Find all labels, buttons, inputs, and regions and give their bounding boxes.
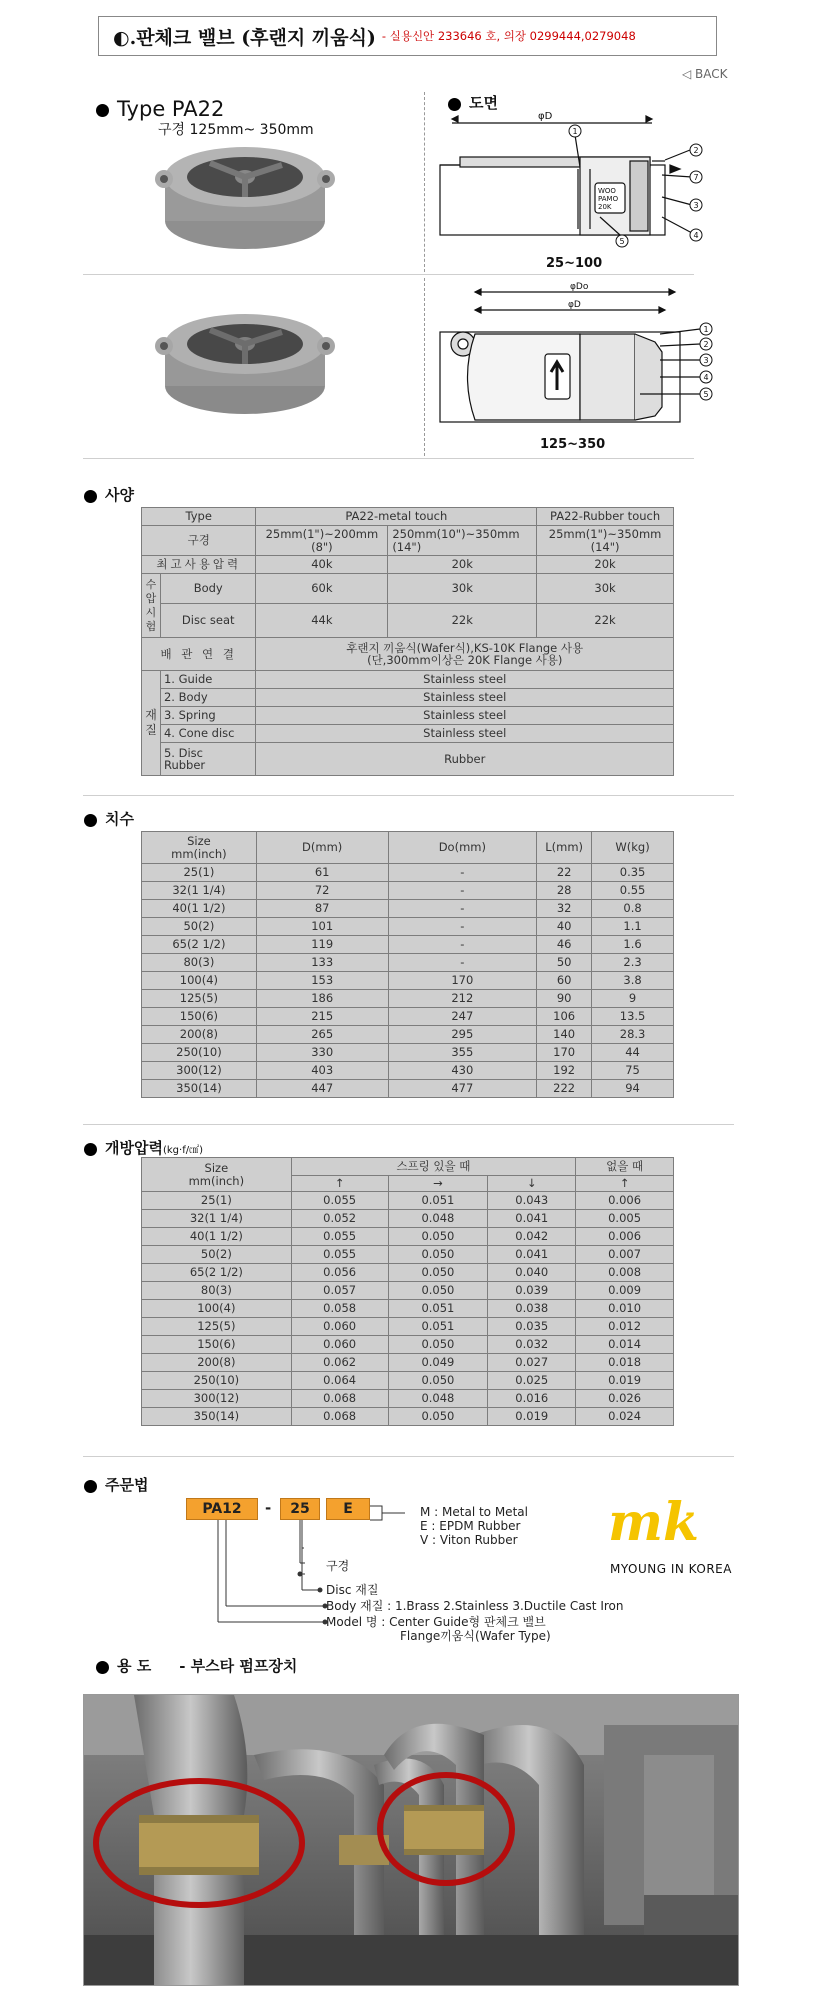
op-cell: 0.042 bbox=[488, 1228, 576, 1246]
order-dash: - bbox=[265, 1499, 272, 1517]
op-size-header: Size mm(inch) bbox=[142, 1158, 292, 1192]
op-cell: 0.035 bbox=[488, 1318, 576, 1336]
table-row bbox=[142, 1390, 674, 1408]
product-type-heading bbox=[96, 97, 224, 121]
dim-cell: 9 bbox=[592, 990, 674, 1008]
dim-header-cell: W(kg) bbox=[592, 832, 674, 864]
dim-cell: 1.1 bbox=[592, 918, 674, 936]
op-cell: 0.040 bbox=[488, 1264, 576, 1282]
body-mark: WOO bbox=[598, 187, 616, 195]
opening-unit: (kg·f/㎠) bbox=[162, 1145, 203, 1156]
op-cell: 0.051 bbox=[388, 1300, 488, 1318]
op-cell: 125(5) bbox=[142, 1318, 292, 1336]
table-row bbox=[142, 882, 674, 900]
spec-max-pressure-label: 최고사용압력 bbox=[142, 556, 256, 574]
op-cell: 0.009 bbox=[576, 1282, 674, 1300]
table-row bbox=[142, 900, 674, 918]
dim-cell: 28.3 bbox=[592, 1026, 674, 1044]
body-mark: PAMO bbox=[598, 195, 619, 203]
op-cell: 0.048 bbox=[388, 1390, 488, 1408]
dim-cell: 1.6 bbox=[592, 936, 674, 954]
spec-material-part: 2. Body bbox=[160, 689, 256, 707]
op-cell: 0.006 bbox=[576, 1228, 674, 1246]
op-cell: 0.027 bbox=[488, 1354, 576, 1372]
product-type: Type PA22 bbox=[117, 97, 225, 121]
dim-cell: 40 bbox=[537, 918, 592, 936]
op-cell: 0.051 bbox=[388, 1192, 488, 1210]
disc-material-legend: M : Metal to Metal E : EPDM Rubber V : Viton Rubber bbox=[420, 1505, 528, 1547]
op-cell: 40(1 1/2) bbox=[142, 1228, 292, 1246]
dim-cell: 60 bbox=[537, 972, 592, 990]
dimension-heading bbox=[84, 808, 134, 829]
divider bbox=[83, 274, 694, 275]
spec-material-part: 4. Cone disc bbox=[160, 725, 256, 743]
op-cell: 300(12) bbox=[142, 1390, 292, 1408]
product-bore-range: 구경 125mm~ 350mm bbox=[158, 122, 314, 138]
order-title: 주문법 bbox=[105, 1476, 149, 1494]
spec-material-value: Stainless steel bbox=[256, 689, 674, 707]
spec-material-value: Stainless steel bbox=[256, 707, 674, 725]
spec-cell: 20k bbox=[388, 556, 537, 574]
spec-cell: 40k bbox=[256, 556, 388, 574]
dim-cell: 119 bbox=[256, 936, 388, 954]
back-link[interactable]: ◁ BACK bbox=[682, 67, 728, 81]
order-label-model: Model 명 : Center Guide형 판체크 밸브 bbox=[326, 1615, 546, 1629]
table-row bbox=[142, 1246, 674, 1264]
dim-cell: 50 bbox=[537, 954, 592, 972]
dim-cell: 200(8) bbox=[142, 1026, 257, 1044]
op-cell: 0.041 bbox=[488, 1246, 576, 1264]
logo-mark: mk bbox=[608, 1492, 700, 1553]
dim-cell: 295 bbox=[388, 1026, 537, 1044]
dim-cell: 215 bbox=[256, 1008, 388, 1026]
dim-cell: 94 bbox=[592, 1080, 674, 1098]
op-cell: 25(1) bbox=[142, 1192, 292, 1210]
spec-table bbox=[141, 507, 674, 776]
title-box bbox=[98, 16, 717, 56]
body-mark: 20K bbox=[598, 203, 612, 211]
callout-3: 3 bbox=[693, 201, 699, 210]
usage-title: 용 도 bbox=[117, 1657, 152, 1675]
dim-cell: 330 bbox=[256, 1044, 388, 1062]
order-code-model: PA12 bbox=[186, 1498, 258, 1520]
dim-cell: 2.3 bbox=[592, 954, 674, 972]
bullet-icon bbox=[84, 1480, 97, 1493]
spec-cell: 30k bbox=[388, 574, 537, 604]
op-cell: 350(14) bbox=[142, 1408, 292, 1426]
op-with-spring-header: 스프링 있을 때 bbox=[291, 1158, 575, 1176]
table-row bbox=[142, 1026, 674, 1044]
spec-disc-seat-label: Disc seat bbox=[160, 604, 256, 638]
spec-material-part: 3. Spring bbox=[160, 707, 256, 725]
spec-material-value: Rubber bbox=[256, 743, 674, 776]
op-cell: 0.068 bbox=[291, 1408, 388, 1426]
op-cell: 0.056 bbox=[291, 1264, 388, 1282]
spec-connection-value: 후랜지 끼움식(Wafer식),KS-10K Flange 사용 (단,300mm이상은 20K Flange 사용) bbox=[256, 638, 674, 671]
dim-cell: 75 bbox=[592, 1062, 674, 1080]
spec-hydro-label: 수압시험 bbox=[142, 574, 161, 638]
opening-heading bbox=[84, 1137, 203, 1158]
op-cell: 0.038 bbox=[488, 1300, 576, 1318]
spec-cell: 44k bbox=[256, 604, 388, 638]
table-row bbox=[142, 1264, 674, 1282]
dim-cell: 87 bbox=[256, 900, 388, 918]
op-cell: 50(2) bbox=[142, 1246, 292, 1264]
valve-photo-large bbox=[150, 300, 340, 420]
op-cell: 0.043 bbox=[488, 1192, 576, 1210]
dim-cell: 32(1 1/4) bbox=[142, 882, 257, 900]
table-row bbox=[142, 1044, 674, 1062]
op-cell: 0.019 bbox=[576, 1372, 674, 1390]
op-cell: 0.019 bbox=[488, 1408, 576, 1426]
op-cell: 0.032 bbox=[488, 1336, 576, 1354]
spec-header-rubber: PA22-Rubber touch bbox=[537, 508, 674, 526]
table-row bbox=[142, 918, 674, 936]
installation-photo-art bbox=[84, 1695, 738, 1985]
drawing-125-350 bbox=[430, 282, 750, 432]
dim-cell: 350(14) bbox=[142, 1080, 257, 1098]
op-cell: 0.025 bbox=[488, 1372, 576, 1390]
op-cell: 0.055 bbox=[291, 1228, 388, 1246]
valve-photo-small bbox=[150, 135, 340, 255]
table-row bbox=[142, 1372, 674, 1390]
table-row bbox=[142, 1408, 674, 1426]
op-cell: 200(8) bbox=[142, 1354, 292, 1372]
op-cell: 0.049 bbox=[388, 1354, 488, 1372]
op-cell: 0.055 bbox=[291, 1192, 388, 1210]
spec-cell: 22k bbox=[388, 604, 537, 638]
dim-cell: 212 bbox=[388, 990, 537, 1008]
dim-cell: 125(5) bbox=[142, 990, 257, 1008]
table-row bbox=[142, 936, 674, 954]
dim-cell: 25(1) bbox=[142, 864, 257, 882]
dim-cell: - bbox=[388, 864, 537, 882]
op-cell: 0.064 bbox=[291, 1372, 388, 1390]
dim-cell: 265 bbox=[256, 1026, 388, 1044]
op-cell: 32(1 1/4) bbox=[142, 1210, 292, 1228]
page-title: ◐.판체크 밸브 (후랜지 끼움식) bbox=[113, 26, 376, 49]
dim-cell: - bbox=[388, 882, 537, 900]
spec-bore-metal-2: 250mm(10")~350mm (14") bbox=[388, 526, 537, 556]
drawing-25-100 bbox=[430, 105, 750, 255]
op-cell: 100(4) bbox=[142, 1300, 292, 1318]
spec-cell: 22k bbox=[537, 604, 674, 638]
dim-cell: - bbox=[388, 900, 537, 918]
dim-cell: - bbox=[388, 918, 537, 936]
order-heading bbox=[84, 1474, 148, 1495]
dim-cell: 22 bbox=[537, 864, 592, 882]
order-label-body: Body 재질 : 1.Brass 2.Stainless 3.Ductile Cast Iron bbox=[326, 1599, 624, 1613]
spec-header-metal: PA22-metal touch bbox=[256, 508, 537, 526]
divider bbox=[83, 795, 734, 796]
callout-5: 5 bbox=[703, 390, 709, 399]
bullet-icon bbox=[84, 490, 97, 503]
dim-cell: 355 bbox=[388, 1044, 537, 1062]
callout-4: 4 bbox=[693, 231, 699, 240]
dim-cell: 447 bbox=[256, 1080, 388, 1098]
dim-cell: 40(1 1/2) bbox=[142, 900, 257, 918]
company-logo bbox=[604, 1490, 744, 1560]
dim-header-cell: D(mm) bbox=[256, 832, 388, 864]
op-cell: 0.050 bbox=[388, 1372, 488, 1390]
op-cell: 0.050 bbox=[388, 1282, 488, 1300]
spec-material-value: Stainless steel bbox=[256, 671, 674, 689]
spec-bore-metal-1: 25mm(1")~200mm (8") bbox=[256, 526, 388, 556]
divider bbox=[424, 278, 425, 456]
spec-material-label: 재질 bbox=[142, 671, 161, 776]
spec-cell: 30k bbox=[537, 574, 674, 604]
spec-title: 사양 bbox=[105, 486, 134, 504]
op-cell: 0.058 bbox=[291, 1300, 388, 1318]
dim-cell: 90 bbox=[537, 990, 592, 1008]
drawing-range-top: 25~100 bbox=[546, 256, 603, 271]
op-cell: 0.060 bbox=[291, 1336, 388, 1354]
spec-cell: 60k bbox=[256, 574, 388, 604]
op-cell: 0.007 bbox=[576, 1246, 674, 1264]
dim-cell: 430 bbox=[388, 1062, 537, 1080]
callout-1: 1 bbox=[572, 127, 578, 136]
op-cell: 0.068 bbox=[291, 1390, 388, 1408]
op-cell: 65(2 1/2) bbox=[142, 1264, 292, 1282]
table-row bbox=[142, 1318, 674, 1336]
patent-info: - 실용신안 233646 호, 의장 0299444,0279048 bbox=[381, 29, 636, 43]
opening-title: 개방압력 bbox=[105, 1139, 163, 1157]
op-direction-arrow: ↑ bbox=[291, 1176, 388, 1192]
op-cell: 0.051 bbox=[388, 1318, 488, 1336]
dim-cell: 153 bbox=[256, 972, 388, 990]
usage-value: - 부스타 펌프장치 bbox=[179, 1657, 298, 1675]
table-row bbox=[142, 864, 674, 882]
op-cell: 80(3) bbox=[142, 1282, 292, 1300]
op-cell: 0.014 bbox=[576, 1336, 674, 1354]
installation-photo bbox=[83, 1694, 739, 1986]
spec-bore-rubber: 25mm(1")~350mm (14") bbox=[537, 526, 674, 556]
table-row bbox=[142, 1300, 674, 1318]
dim-cell: 65(2 1/2) bbox=[142, 936, 257, 954]
dim-label: φD bbox=[538, 111, 553, 122]
divider bbox=[424, 92, 425, 272]
dim-cell: 28 bbox=[537, 882, 592, 900]
spec-material-part: 5. Disc Rubber bbox=[160, 743, 256, 776]
order-label-bore: 구경 bbox=[326, 1559, 350, 1573]
op-without-spring-header: 없을 때 bbox=[576, 1158, 674, 1176]
table-row bbox=[142, 972, 674, 990]
dimension-table bbox=[141, 831, 674, 1098]
op-cell: 0.006 bbox=[576, 1192, 674, 1210]
table-row bbox=[142, 1336, 674, 1354]
spec-heading bbox=[84, 484, 134, 505]
op-cell: 0.050 bbox=[388, 1336, 488, 1354]
dim-label-outer: φDo bbox=[570, 282, 589, 292]
dim-cell: 80(3) bbox=[142, 954, 257, 972]
dim-cell: 133 bbox=[256, 954, 388, 972]
spec-cell: 20k bbox=[537, 556, 674, 574]
usage-heading bbox=[96, 1655, 297, 1676]
op-cell: 0.062 bbox=[291, 1354, 388, 1372]
dim-cell: 300(12) bbox=[142, 1062, 257, 1080]
bullet-icon bbox=[96, 104, 109, 117]
dim-cell: 170 bbox=[537, 1044, 592, 1062]
dim-cell: 100(4) bbox=[142, 972, 257, 990]
opening-pressure-table bbox=[141, 1157, 674, 1426]
dim-cell: 250(10) bbox=[142, 1044, 257, 1062]
table-row bbox=[142, 1192, 674, 1210]
op-cell: 150(6) bbox=[142, 1336, 292, 1354]
op-cell: 0.016 bbox=[488, 1390, 576, 1408]
table-row bbox=[142, 1354, 674, 1372]
dim-cell: 477 bbox=[388, 1080, 537, 1098]
divider bbox=[83, 1456, 734, 1457]
order-code-size: 25 bbox=[280, 1498, 320, 1520]
spec-material-value: Stainless steel bbox=[256, 725, 674, 743]
dim-cell: 140 bbox=[537, 1026, 592, 1044]
op-cell: 0.024 bbox=[576, 1408, 674, 1426]
dim-cell: 192 bbox=[537, 1062, 592, 1080]
op-cell: 0.012 bbox=[576, 1318, 674, 1336]
dim-cell: 50(2) bbox=[142, 918, 257, 936]
spec-header-type: Type bbox=[142, 508, 256, 526]
dim-cell: - bbox=[388, 954, 537, 972]
op-direction-arrow: → bbox=[388, 1176, 488, 1192]
dim-cell: 72 bbox=[256, 882, 388, 900]
table-row bbox=[142, 1210, 674, 1228]
op-cell: 0.010 bbox=[576, 1300, 674, 1318]
op-cell: 0.060 bbox=[291, 1318, 388, 1336]
order-label-disc: Disc 재질 bbox=[326, 1583, 379, 1597]
dim-cell: 247 bbox=[388, 1008, 537, 1026]
dim-cell: 44 bbox=[592, 1044, 674, 1062]
table-row bbox=[142, 990, 674, 1008]
op-cell: 250(10) bbox=[142, 1372, 292, 1390]
table-row bbox=[142, 1282, 674, 1300]
spec-body-label: Body bbox=[160, 574, 256, 604]
dim-cell: 170 bbox=[388, 972, 537, 990]
op-cell: 0.055 bbox=[291, 1246, 388, 1264]
callout-7: 7 bbox=[693, 173, 699, 182]
callout-2: 2 bbox=[703, 340, 709, 349]
op-cell: 0.026 bbox=[576, 1390, 674, 1408]
op-cell: 0.048 bbox=[388, 1210, 488, 1228]
callout-3: 3 bbox=[703, 356, 709, 365]
bullet-icon bbox=[84, 814, 97, 827]
op-direction-arrow: ↓ bbox=[488, 1176, 576, 1192]
spec-bore-label: 구경 bbox=[142, 526, 256, 556]
op-cell: 0.039 bbox=[488, 1282, 576, 1300]
spec-material-part: 1. Guide bbox=[160, 671, 256, 689]
dim-cell: - bbox=[388, 936, 537, 954]
order-label-model-line2: Flange끼움식(Wafer Type) bbox=[400, 1629, 551, 1643]
callout-2: 2 bbox=[693, 146, 699, 155]
dim-header-cell: L(mm) bbox=[537, 832, 592, 864]
spec-connection-label: 배 관 연 결 bbox=[142, 638, 256, 671]
dim-cell: 61 bbox=[256, 864, 388, 882]
op-cell: 0.005 bbox=[576, 1210, 674, 1228]
dimension-title: 치수 bbox=[105, 810, 134, 828]
dim-cell: 0.55 bbox=[592, 882, 674, 900]
dim-cell: 150(6) bbox=[142, 1008, 257, 1026]
table-row bbox=[142, 1080, 674, 1098]
op-cell: 0.018 bbox=[576, 1354, 674, 1372]
dim-cell: 0.8 bbox=[592, 900, 674, 918]
op-cell: 0.041 bbox=[488, 1210, 576, 1228]
dim-cell: 403 bbox=[256, 1062, 388, 1080]
dim-cell: 106 bbox=[537, 1008, 592, 1026]
callout-1: 1 bbox=[703, 325, 709, 334]
table-row bbox=[142, 1062, 674, 1080]
divider bbox=[83, 1124, 734, 1125]
dim-header-cell: Size mm(inch) bbox=[142, 832, 257, 864]
op-cell: 0.050 bbox=[388, 1246, 488, 1264]
order-code-disc: E bbox=[326, 1498, 370, 1520]
op-cell: 0.057 bbox=[291, 1282, 388, 1300]
dim-cell: 186 bbox=[256, 990, 388, 1008]
bullet-icon bbox=[84, 1143, 97, 1156]
op-direction-arrow: ↑ bbox=[576, 1176, 674, 1192]
callout-4: 4 bbox=[703, 373, 709, 382]
dim-cell: 222 bbox=[537, 1080, 592, 1098]
drawing-range-bottom: 125~350 bbox=[540, 437, 606, 452]
op-cell: 0.008 bbox=[576, 1264, 674, 1282]
table-row bbox=[142, 1008, 674, 1026]
bullet-icon bbox=[96, 1661, 109, 1674]
op-cell: 0.052 bbox=[291, 1210, 388, 1228]
table-row bbox=[142, 954, 674, 972]
dim-cell: 0.35 bbox=[592, 864, 674, 882]
dim-cell: 13.5 bbox=[592, 1008, 674, 1026]
logo-text: MYOUNG IN KOREA bbox=[610, 1562, 732, 1576]
op-cell: 0.050 bbox=[388, 1228, 488, 1246]
dim-header-cell: Do(mm) bbox=[388, 832, 537, 864]
dim-cell: 101 bbox=[256, 918, 388, 936]
table-row bbox=[142, 1228, 674, 1246]
divider bbox=[83, 458, 694, 459]
drawing-title: 도면 bbox=[469, 94, 498, 112]
dim-cell: 32 bbox=[537, 900, 592, 918]
dim-label-inner: φD bbox=[568, 300, 581, 310]
dim-cell: 46 bbox=[537, 936, 592, 954]
dim-cell: 3.8 bbox=[592, 972, 674, 990]
callout-5: 5 bbox=[619, 237, 625, 246]
op-cell: 0.050 bbox=[388, 1408, 488, 1426]
op-cell: 0.050 bbox=[388, 1264, 488, 1282]
